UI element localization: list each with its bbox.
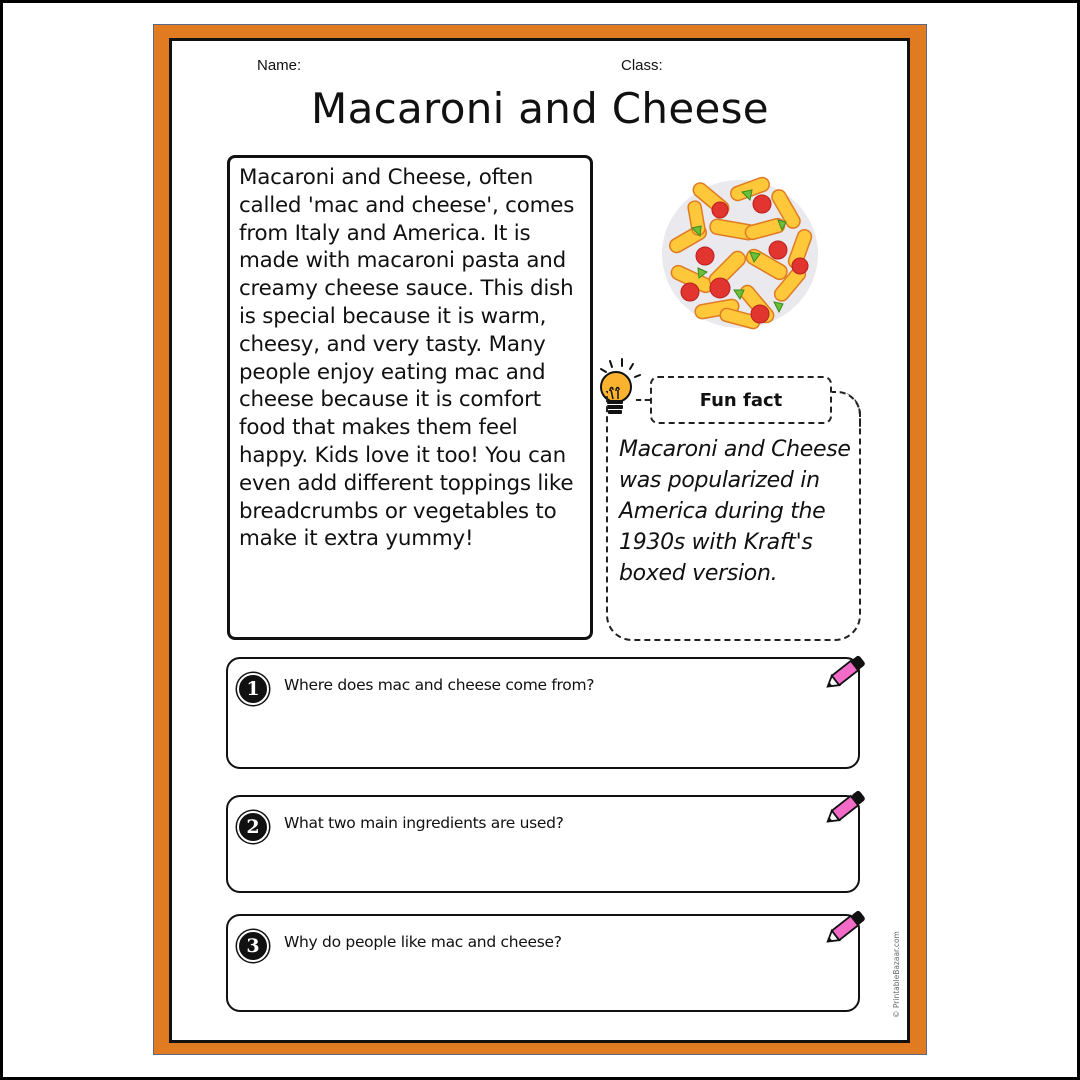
question-1-answer-box[interactable] (226, 657, 860, 769)
pencil-icon (819, 905, 871, 951)
question-number-badge: 1 (237, 673, 269, 705)
question-3-text: Why do people like mac and cheese? (284, 933, 562, 951)
reading-passage-text: Macaroni and Cheese, often called 'mac and cheese', comes from Italy and America. It is made with macaroni pasta and creamy cheese sauce. This dish is special because it is warm, cheesy, and very tasty. Many people enjoy eating mac and cheese because it is comfort food that makes them feel happy. Kids love it too! You can even add different toppings like breadcrumbs or vegetables to make it extra yummy! (239, 165, 575, 552)
macaroni-and-cheese-illustration (650, 162, 830, 342)
fun-fact-label: Fun fact (650, 376, 832, 424)
fun-fact-text: Macaroni and Cheese was popularized in America during the 1930s with Kraft's boxed version. (619, 437, 851, 586)
class-label: Class: (621, 57, 663, 74)
question-2-answer-box[interactable] (226, 795, 860, 893)
fun-fact-connector (636, 399, 650, 401)
question-number-badge: 2 (237, 811, 269, 843)
pencil-icon (819, 650, 871, 696)
question-3-answer-box[interactable] (226, 914, 860, 1012)
copyright-text: © PrintableBazaar.com (892, 931, 901, 1018)
question-number-badge: 3 (237, 930, 269, 962)
page-title: Macaroni and Cheese (311, 84, 769, 133)
reading-passage-box (227, 155, 593, 640)
name-label: Name: (257, 57, 302, 74)
question-1-text: Where does mac and cheese come from? (284, 676, 595, 694)
question-2-text: What two main ingredients are used? (284, 814, 564, 832)
pencil-icon (819, 785, 871, 831)
